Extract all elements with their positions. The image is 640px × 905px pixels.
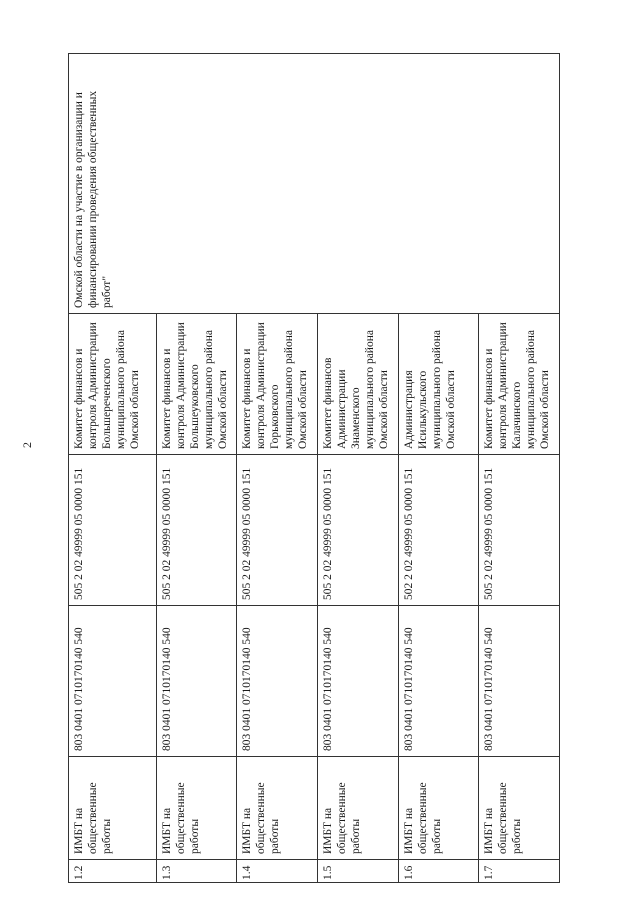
revenue-code: 505 2 02 49999 05 0000 151 (479, 455, 560, 606)
page-number: 2 (20, 442, 34, 448)
revenue-code: 505 2 02 49999 05 0000 151 (156, 455, 237, 606)
revenue-code: 505 2 02 49999 05 0000 151 (318, 455, 399, 606)
transfer-name: ИМБТ на общественные работы (479, 757, 560, 860)
revenue-code: 505 2 02 49999 05 0000 151 (237, 455, 318, 606)
row-number: 1.7 (479, 860, 560, 883)
revenue-code: 502 2 02 49999 05 0000 151 (398, 455, 479, 606)
table-row (69, 54, 157, 883)
purpose-note: Омской области на участие в организации и финансировании проведения общественных работ" (69, 54, 560, 314)
transfer-name: ИМБТ на общественные работы (69, 757, 157, 860)
administrator: Комитет финансов и контроля Администрации Калачинского муниципального района Омской области (479, 314, 560, 455)
administrator: Администрация Исилькульского муниципального района Омской области (398, 314, 479, 455)
administrator: Комитет финансов и контроля Администрации Горьковского муниципального района Омской области (237, 314, 318, 455)
expense-code: 803 0401 0710170140 540 (318, 606, 399, 757)
administrator: Комитет финансов и контроля Администрации Большеуковского муниципального района Омской области (156, 314, 237, 455)
transfer-name: ИМБТ на общественные работы (398, 757, 479, 860)
revenue-code: 505 2 02 49999 05 0000 151 (69, 455, 157, 606)
row-number: 1.5 (318, 860, 399, 883)
budget-table (68, 53, 560, 883)
row-number: 1.6 (398, 860, 479, 883)
row-number: 1.4 (237, 860, 318, 883)
expense-code: 803 0401 0710170140 540 (479, 606, 560, 757)
expense-code: 803 0401 0710170140 540 (398, 606, 479, 757)
expense-code: 803 0401 0710170140 540 (237, 606, 318, 757)
expense-code: 803 0401 0710170140 540 (69, 606, 157, 757)
transfer-name: ИМБТ на общественные работы (318, 757, 399, 860)
administrator: Комитет финансов Администрации Знаменского муниципального района Омской области (318, 314, 399, 455)
transfer-name: ИМБТ на общественные работы (237, 757, 318, 860)
budget-table-wrapper (68, 53, 560, 883)
administrator: Комитет финансов и контроля Администрации Большереченского муниципального района Омской области (69, 314, 157, 455)
row-number: 1.3 (156, 860, 237, 883)
expense-code: 803 0401 0710170140 540 (156, 606, 237, 757)
row-number: 1.2 (69, 860, 157, 883)
transfer-name: ИМБТ на общественные работы (156, 757, 237, 860)
